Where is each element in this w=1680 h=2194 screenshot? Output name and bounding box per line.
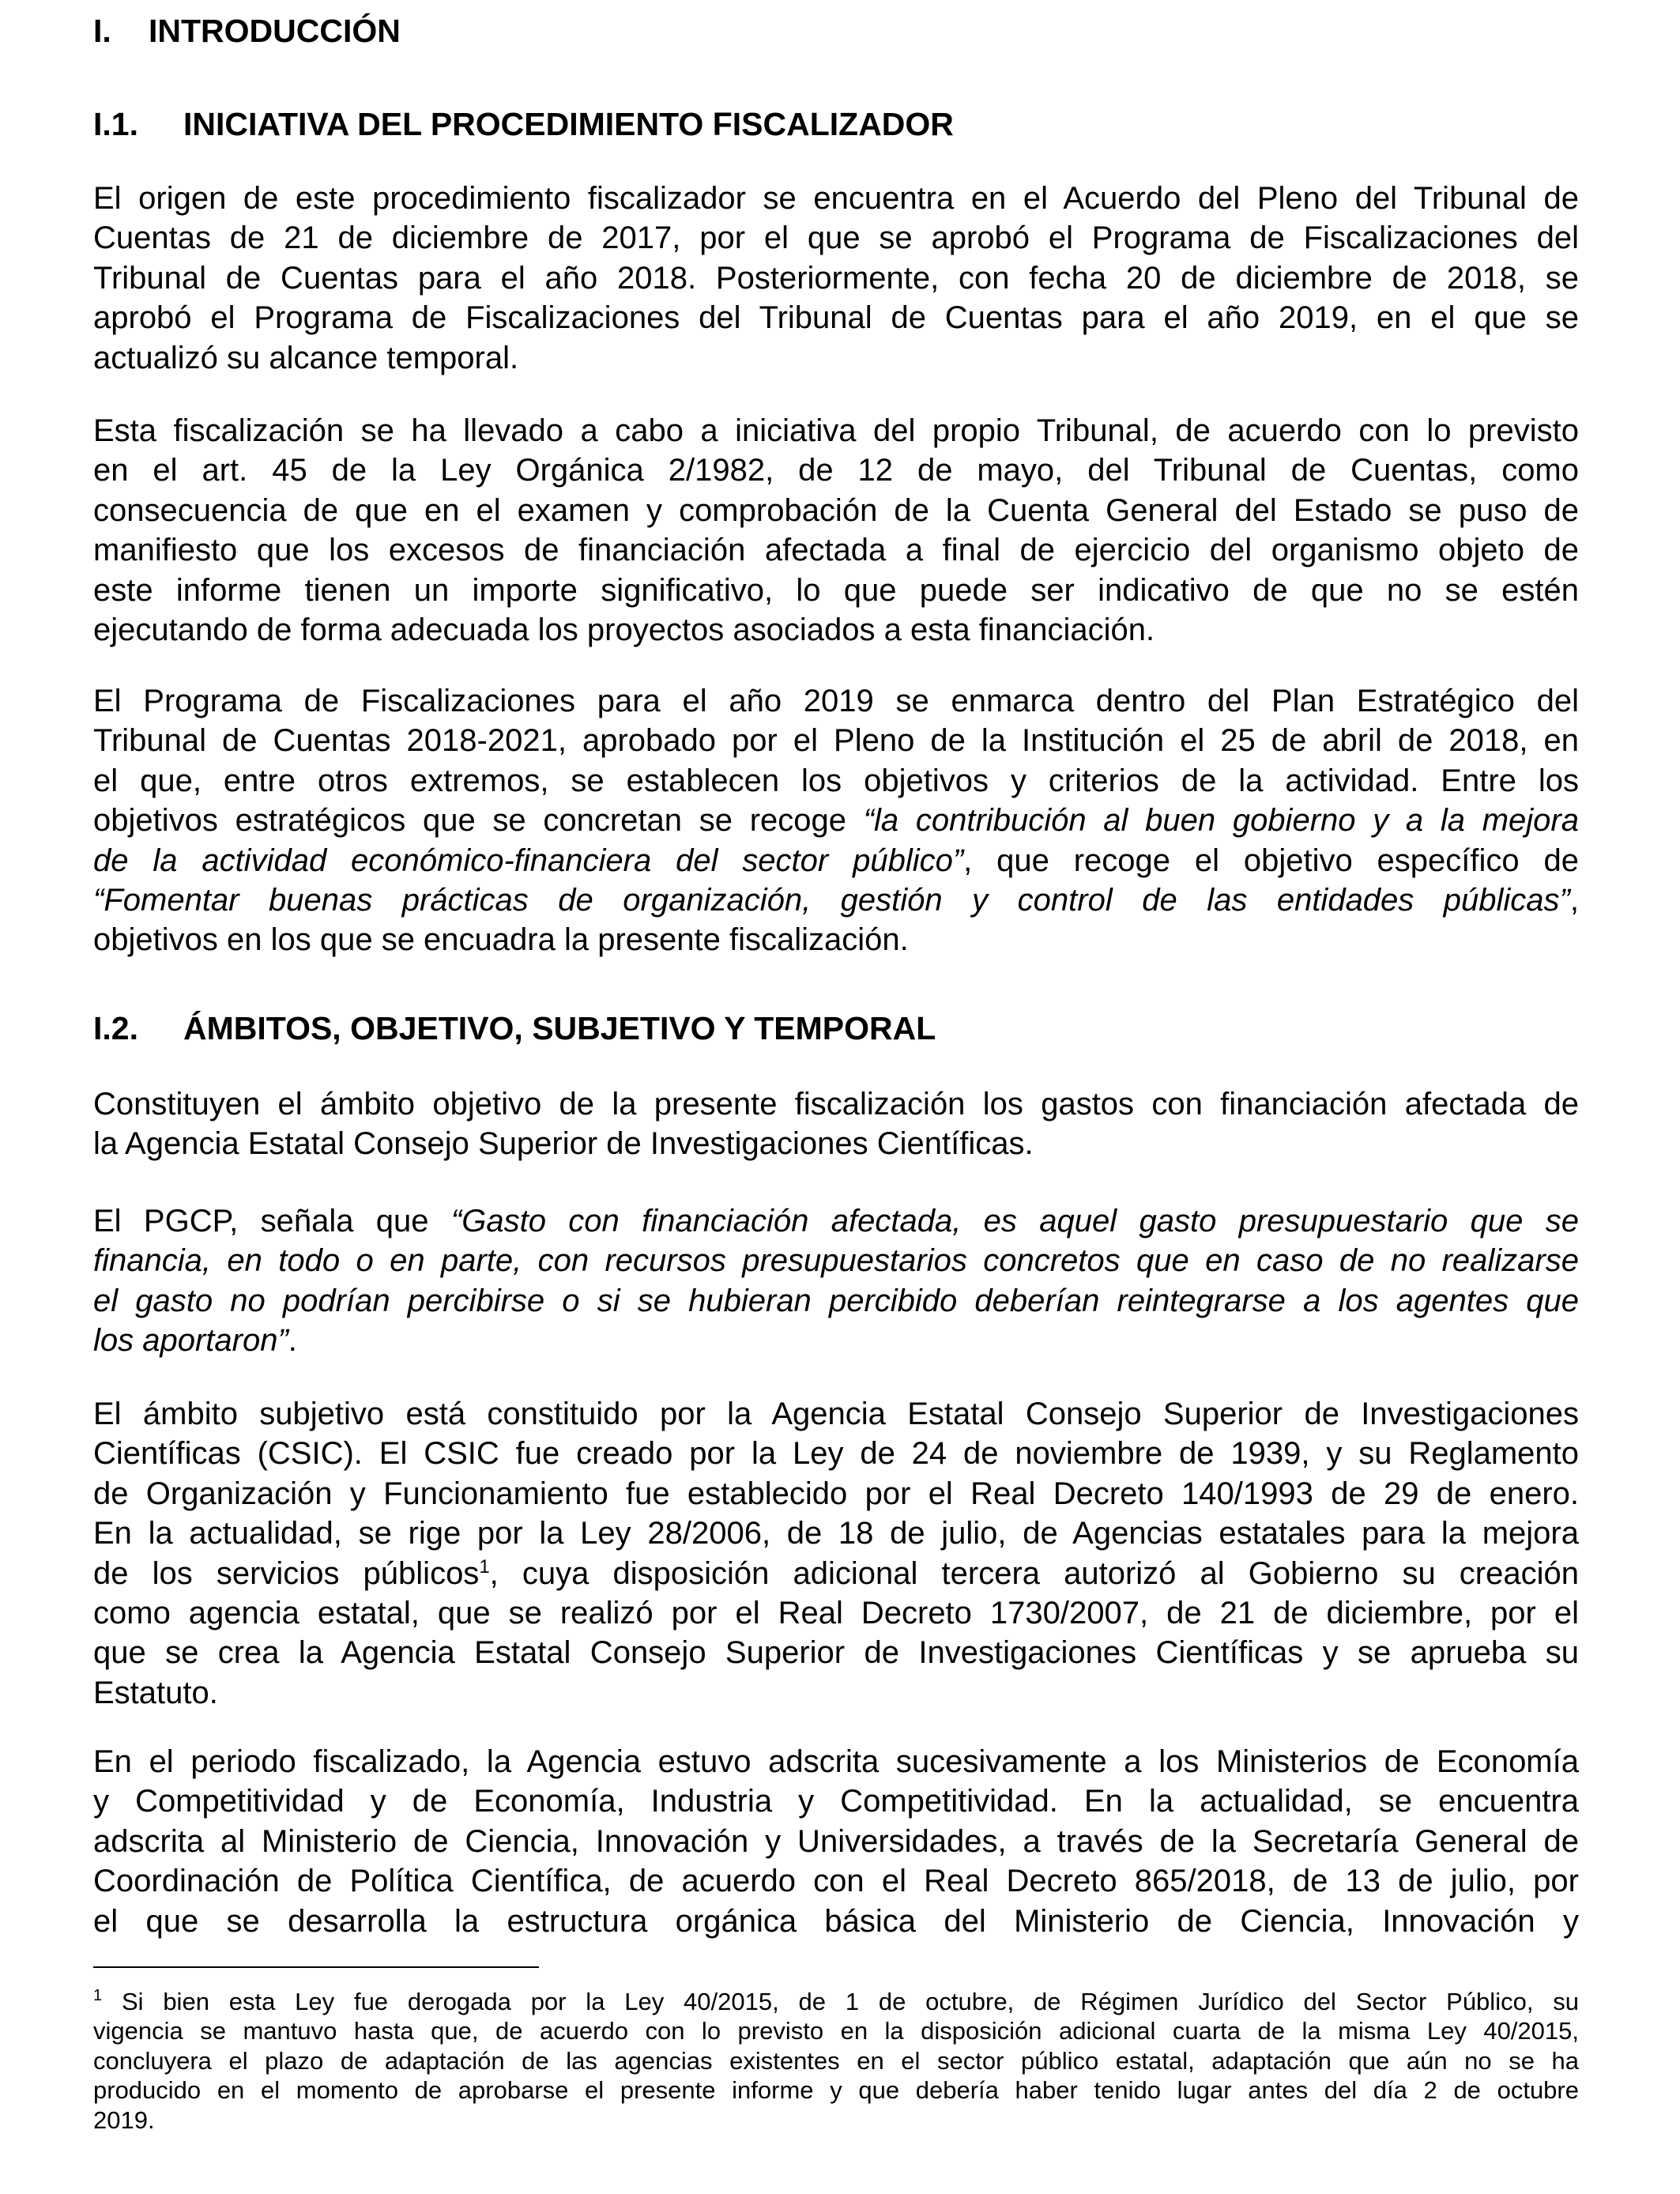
text-line: consecuencia de que en el examen y comprobación de la Cuenta General del Estado se puso de — [93, 492, 1579, 528]
text-run: objetivos estratégicos que se concretan se recoge — [93, 803, 864, 839]
text-run: , cuya disposición adicional tercera autorizó al Gobierno su creación — [489, 1555, 1579, 1591]
paragraph-origen — [93, 179, 1579, 378]
text-line: este informe tienen un importe significativo, lo que puede ser indicativo de que no se estén — [93, 572, 1579, 608]
section-number: I.1. — [93, 106, 138, 142]
text-run: El PGCP, señala que — [93, 1204, 451, 1238]
text-line: y Competitividad y de Economía, Industria y Competitividad. En la actualidad, se encuentra — [93, 1784, 1579, 1819]
text-line: El Programa de Fiscalizaciones para el año 2019 se enmarca dentro del Plan Estratégico del — [93, 684, 1579, 718]
paragraph-ambito-subjetivo — [93, 1394, 1579, 1713]
text-line — [93, 1987, 1579, 2016]
text-line: adscrita al Ministerio de Ciencia, Innovación y Universidades, a través de la Secretaría General de — [93, 1823, 1579, 1859]
text-line: en el art. 45 de la Ley Orgánica 2/1982, de 12 de mayo, del Tribunal de Cuentas, como — [93, 453, 1579, 488]
paragraph-programa — [93, 681, 1579, 960]
text-line: Tribunal de Cuentas para el año 2018. Posteriormente, con fecha 20 de diciembre de 2018, se — [93, 260, 1579, 296]
text-line: objetivos en los que se encuadra la presente fiscalización. — [93, 922, 909, 958]
text-line: ejecutando de forma adecuada los proyectos asociados a esta financiación. — [93, 613, 1155, 648]
footnote-separator — [93, 1966, 539, 1968]
text-line: el que se desarrolla la estructura orgánica básica del Ministerio de Ciencia, Innovación y — [93, 1903, 1579, 1939]
text-line: Esta fiscalización se ha llevado a cabo a iniciativa del propio Tribunal, de acuerdo con lo previsto — [93, 413, 1579, 448]
quote-run: “Gasto con financiación afectada, es aquel gasto presupuestario que se — [450, 1204, 1579, 1238]
section-number: I. — [93, 13, 111, 49]
text-line: como agencia estatal, que se realizó por el Real Decreto 1730/2007, de 21 de diciembre, por el — [93, 1596, 1579, 1631]
text-line: de Organización y Funcionamiento fue establecido por el Real Decreto 140/1993 de 29 de enero. — [93, 1476, 1579, 1511]
text-line — [93, 880, 1579, 920]
text-line: Estatuto. — [93, 1675, 218, 1710]
footnote-reference[interactable]: 1 — [479, 1555, 490, 1578]
text-line: Cuentas de 21 de diciembre de 2017, por el que se aprobó el Programa de Fiscalizaciones del — [93, 221, 1579, 256]
quote-run: los aportaron” — [93, 1323, 288, 1359]
text-line: Tribunal de Cuentas 2018-2021, aprobado por el Pleno de la Institución el 25 de abril de 2018, en — [93, 723, 1579, 759]
text-run: Si bien esta Ley fue derogada por la Ley 40/2015, de 1 de octubre, de Régimen Jurídico del Sector Público, su — [102, 1988, 1579, 2015]
text-line: 2019. — [93, 2105, 155, 2134]
text-line: Coordinación de Política Científica, de acuerdo con el Real Decreto 865/2018, de 13 de julio, por — [93, 1864, 1579, 1899]
text-line: producido en el momento de aprobarse el presente informe y que debería haber tenido lugar antes del día 2 de octubre — [93, 2076, 1579, 2105]
text-line: que se crea la Agencia Estatal Consejo Superior de Investigaciones Científicas y se aprueba su — [93, 1635, 1579, 1671]
section-title: INTRODUCCIÓN — [149, 13, 401, 49]
quote-run: de la actividad económico-financiera del sector público” — [93, 843, 964, 878]
text-line: la Agencia Estatal Consejo Superior de Investigaciones Científicas. — [93, 1126, 1034, 1162]
section-title: ÁMBITOS, OBJETIVO, SUBJETIVO Y TEMPORAL — [183, 1010, 936, 1046]
text-line — [93, 1554, 1579, 1593]
text-line: En la actualidad, se rige por la Ley 28/2006, de 18 de julio, de Agencias estatales para la mejora — [93, 1516, 1579, 1551]
text-run: . — [288, 1323, 297, 1359]
text-line — [93, 841, 1579, 880]
paragraph-iniciativa — [93, 411, 1579, 650]
text-line: actualizó su alcance temporal. — [93, 340, 519, 375]
paragraph-periodo-fiscalizado — [93, 1742, 1579, 1941]
footnote-marker: 1 — [93, 1987, 103, 2004]
text-line — [93, 801, 1579, 840]
text-line: El origen de este procedimiento fiscalizador se encuentra en el Acuerdo del Pleno del Tribunal de — [93, 181, 1579, 216]
quote-run: “la contribución al buen gobierno y a la mejora — [863, 803, 1579, 839]
text-line: aprobó el Programa de Fiscalizaciones del Tribunal de Cuentas para el año 2019, en el que se — [93, 300, 1579, 336]
text-line: el que, entre otros extremos, se establecen los objetivos y criterios de la actividad. Entre los — [93, 763, 1579, 798]
text-run: , que recoge el objetivo específico de — [963, 843, 1579, 878]
text-run: , — [1569, 883, 1579, 918]
section-heading-ambitos — [93, 1008, 936, 1048]
section-title: INICIATIVA DEL PROCEDIMIENTO FISCALIZADOR — [183, 106, 954, 142]
text-line — [93, 1201, 1579, 1241]
section-number: I.2. — [93, 1010, 138, 1046]
section-heading-introduccion — [93, 11, 401, 51]
text-line: el gasto no podrían percibirse o si se hubieran percibido deberían reintegrarse a los agentes que — [93, 1283, 1579, 1318]
text-line: manifiesto que los excesos de financiación afectada a final de ejercicio del organismo objeto de — [93, 533, 1579, 568]
text-line: Constituyen el ámbito objetivo de la presente fiscalización los gastos con financiación afectada de — [93, 1087, 1579, 1122]
section-heading-iniciativa — [93, 104, 954, 144]
text-line: concluyera el plazo de adaptación de las agencias existentes en el sector público estatal, adaptación que aún no se ha — [93, 2046, 1579, 2075]
quote-run: “Fomentar buenas prácticas de organización, gestión y control de las entidades públicas” — [93, 883, 1570, 918]
footnote — [93, 1987, 1579, 2135]
text-run: de los servicios públicos — [93, 1555, 480, 1591]
text-line — [93, 1321, 1579, 1360]
paragraph-pgcp — [93, 1201, 1579, 1361]
text-line: En el periodo fiscalizado, la Agencia estuvo adscrita sucesivamente a los Ministerios de Economía — [93, 1744, 1579, 1779]
text-line: vigencia se mantuvo hasta que, de acuerdo con lo previsto en la disposición adicional cuarta de la misma Ley 40/2015, — [93, 2017, 1579, 2045]
text-line: El ámbito subjetivo está constituido por la Agencia Estatal Consejo Superior de Investigaciones — [93, 1397, 1579, 1431]
text-line: financia, en todo o en parte, con recursos presupuestarios concretos que en caso de no realizarse — [93, 1243, 1579, 1279]
paragraph-ambito-objetivo — [93, 1084, 1579, 1164]
text-line: Científicas (CSIC). El CSIC fue creado por la Ley de 24 de noviembre de 1939, y su Reglamento — [93, 1436, 1579, 1472]
document-page — [93, 0, 1579, 2194]
